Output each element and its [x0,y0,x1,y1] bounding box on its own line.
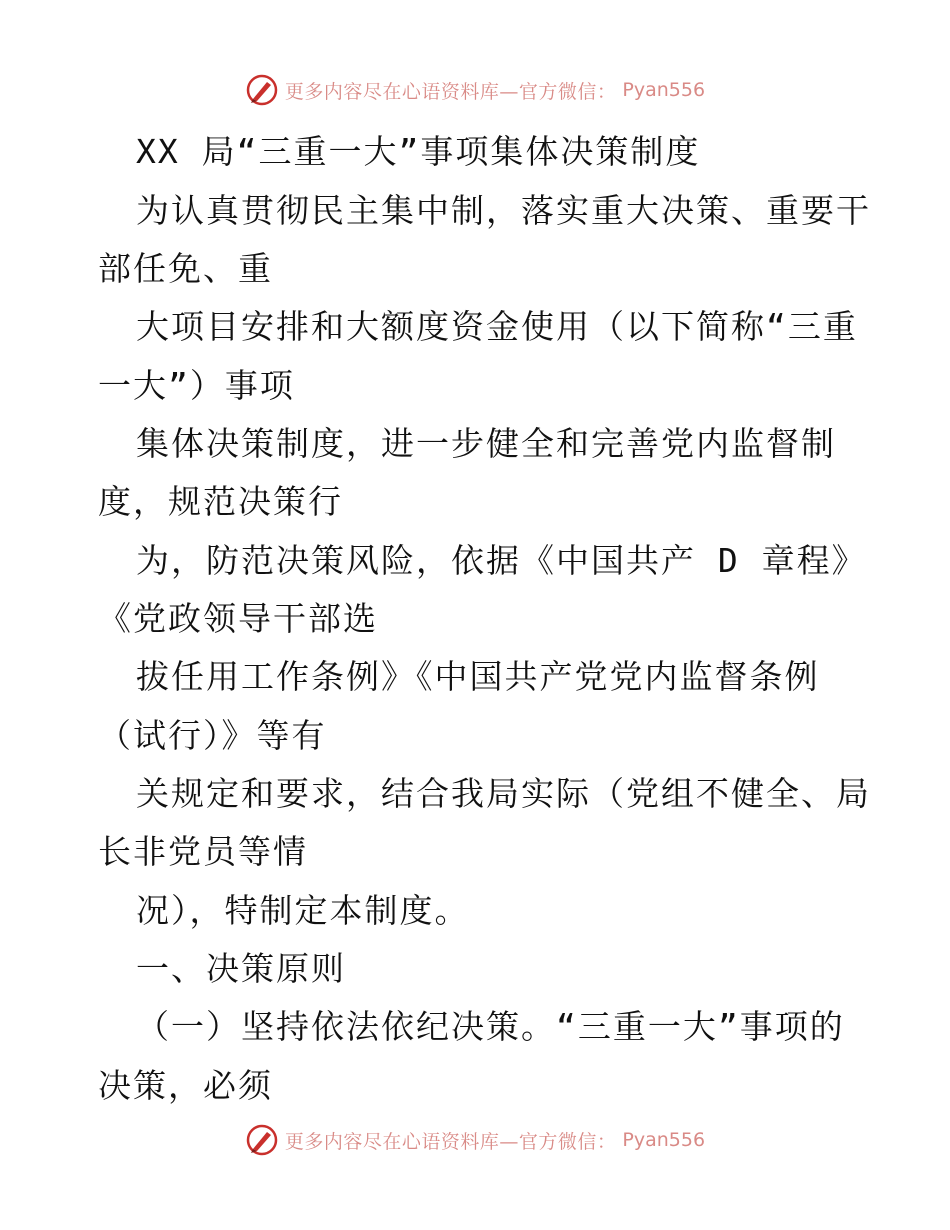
body-line: （一）坚持依法依纪决策。“三重一大”事项的 [136,1007,845,1046]
footer-watermark [0,1120,950,1160]
body-line: 长非党员等情 [98,832,308,871]
pen-logo-icon [245,1123,279,1157]
body-line: 《党政领导干部选 [98,599,378,638]
watermark-text: 更多内容尽在心语资料库—官方微信： [284,80,617,103]
body-line: 集体决策制度，进一步健全和完善党内监督制 [136,424,836,463]
body-line: 拔任用工作条例》《中国共产党党内监督条例 [136,657,820,696]
watermark-handle: Pyan556 [622,1129,706,1151]
body-line: 为，防范决策风险，依据《中国共产 D 章程》 [136,541,867,580]
body-line: 决策，必须 [98,1066,273,1105]
body-line: 况），特制定本制度。 [136,891,470,930]
body-line: 一大”）事项 [98,366,295,405]
body-line: 部任免、重 [98,249,273,288]
watermark-text: 更多内容尽在心语资料库—官方微信： [284,1130,617,1153]
section-heading: 一、决策原则 [136,949,346,988]
body-line: 大项目安排和大额度资金使用（以下简称“三重 [136,307,858,346]
body-line: 为认真贯彻民主集中制，落实重大决策、重要干 [136,191,871,230]
pen-logo-icon [245,73,279,107]
body-line: 关规定和要求，结合我局实际（党组不健全、局 [136,774,871,813]
body-line: （试行）》等有 [98,716,327,755]
document-title: XX 局“三重一大”事项集体决策制度 [136,132,701,171]
header-watermark [0,70,950,110]
watermark-handle: Pyan556 [622,79,706,101]
body-line: 度，规范决策行 [98,482,343,521]
